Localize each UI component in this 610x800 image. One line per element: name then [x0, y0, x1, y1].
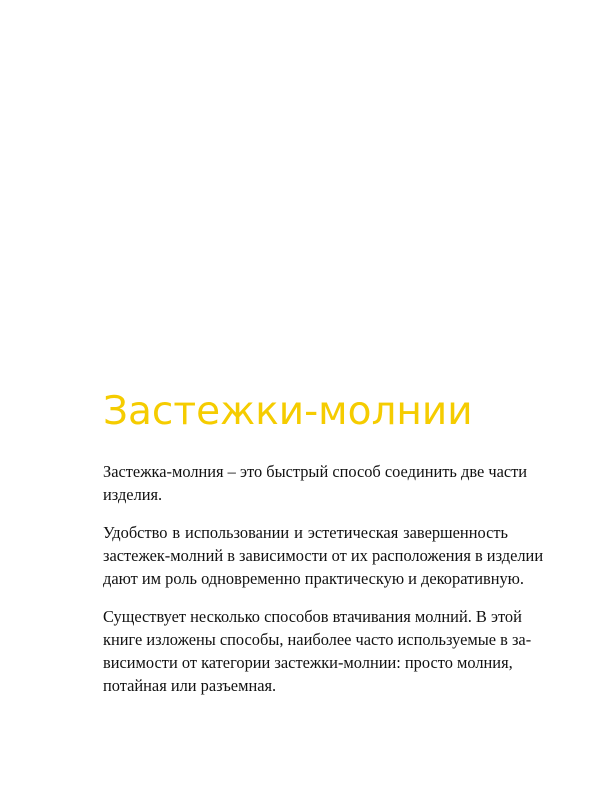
text-line: Застежка-молния – это быстрый способ соединить две части: [103, 462, 528, 481]
paragraph-methods: [103, 605, 532, 697]
text-line: книге изложены способы, наиболее часто используемые в за-: [103, 630, 532, 649]
text-line: потайная или разъемная.: [103, 676, 277, 695]
text-line: висимости от категории застежки-молнии: просто молния,: [103, 653, 513, 672]
paragraph-intro: [103, 460, 528, 506]
text-line: Удобство в использовании и эстетическая завершенность: [103, 523, 508, 542]
text-line: Существует несколько способов втачивания молний. В этой: [103, 607, 522, 626]
paragraph-convenience: [103, 521, 544, 590]
body-text: [103, 460, 544, 712]
text-line: застежек-молний в зависимости от их расположения в изделии: [103, 546, 544, 565]
text-line: дают им роль одновременно практическую и декоративную.: [103, 569, 525, 588]
text-line: изделия.: [103, 485, 163, 504]
section-title: Застежки-молнии: [103, 389, 473, 434]
